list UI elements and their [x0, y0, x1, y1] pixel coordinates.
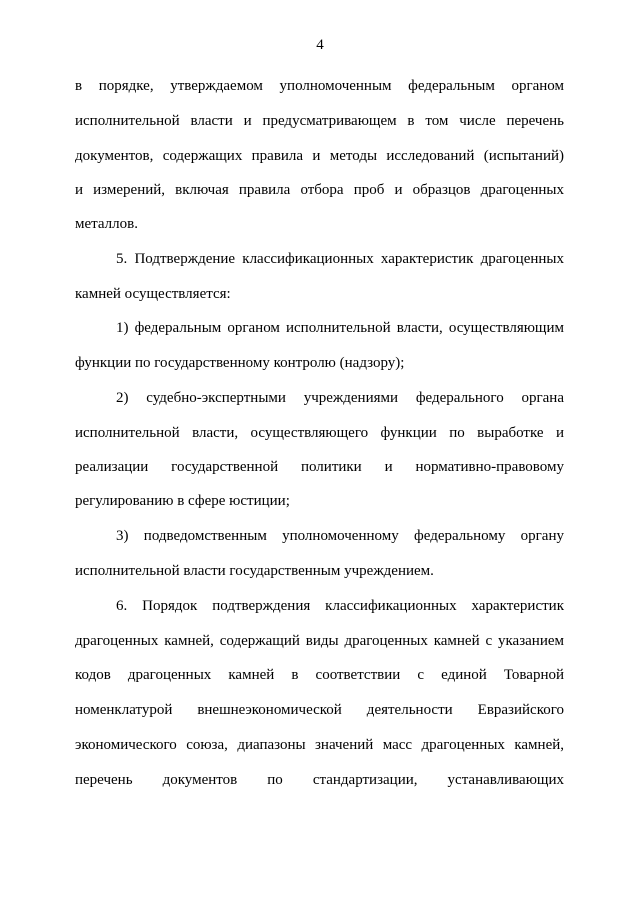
- text-line: функции по государственному контролю (надзору);: [75, 355, 405, 371]
- text-line: реализации государственной политики и нормативно-правовому: [75, 459, 564, 475]
- text-line: исполнительной власти и предусматривающем в том числе перечень: [75, 113, 564, 129]
- text-line: драгоценных камней, содержащий виды драгоценных камней с указанием: [75, 633, 564, 649]
- paragraph-first-line: 6. Порядок подтверждения классификационных характеристик: [116, 598, 564, 614]
- text-line: металлов.: [75, 216, 138, 232]
- text-line: камней осуществляется:: [75, 286, 231, 302]
- text-line: перечень документов по стандартизации, устанавливающих: [75, 772, 564, 788]
- text-line: кодов драгоценных камней в соответствии с единой Товарной: [75, 667, 564, 683]
- text-line: документов, содержащих правила и методы исследований (испытаний): [75, 148, 564, 164]
- text-line: экономического союза, диапазоны значений масс драгоценных камней,: [75, 737, 564, 753]
- text-line: в порядке, утверждаемом уполномоченным федеральным органом: [75, 78, 564, 94]
- paragraph-first-line: 5. Подтверждение классификационных характеристик драгоценных: [116, 251, 564, 267]
- text-line: исполнительной власти, осуществляющего функции по выработке и: [75, 425, 564, 441]
- text-line: номенклатурой внешнеэкономической деятельности Евразийского: [75, 702, 564, 718]
- list-item-first-line: 1) федеральным органом исполнительной власти, осуществляющим: [116, 320, 564, 336]
- text-line: исполнительной власти государственным учреждением.: [75, 563, 434, 579]
- page-number: 4: [316, 37, 324, 53]
- list-item-first-line: 2) судебно-экспертными учреждениями федерального органа: [116, 390, 564, 406]
- list-item-first-line: 3) подведомственным уполномоченному федеральному органу: [116, 528, 564, 544]
- text-line: и измерений, включая правила отбора проб и образцов драгоценных: [75, 182, 564, 198]
- text-line: регулированию в сфере юстиции;: [75, 493, 290, 509]
